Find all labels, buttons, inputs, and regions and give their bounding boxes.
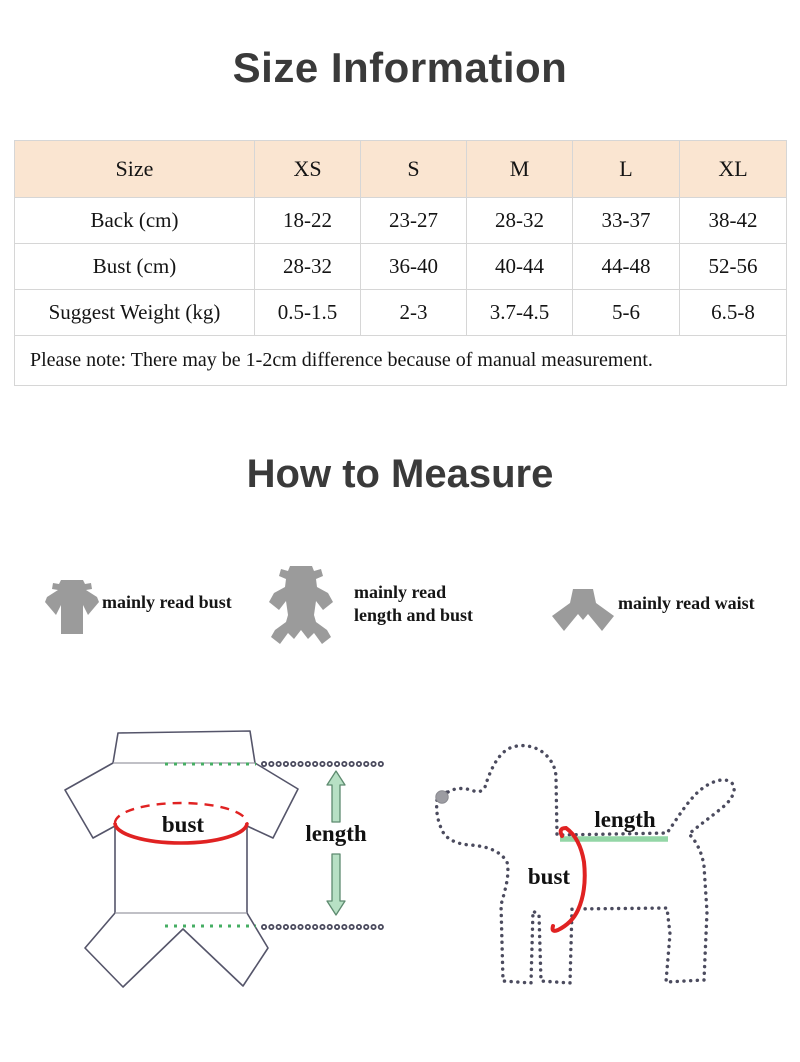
- table-row-back: [15, 198, 787, 244]
- legend-label-length-bust: [354, 581, 473, 627]
- table-cell: 40-44: [467, 244, 573, 290]
- table-cell: 38-42: [680, 198, 787, 244]
- dog-nose: [436, 791, 448, 803]
- table-cell: 28-32: [467, 198, 573, 244]
- table-note-row: [15, 336, 787, 386]
- column-header-xs: XS: [255, 141, 361, 198]
- dog-measure-diagram: [400, 700, 800, 1040]
- table-cell: 33-37: [573, 198, 680, 244]
- table-row-bust: [15, 244, 787, 290]
- length-label: length: [305, 821, 367, 846]
- length-arrow-up: [327, 771, 345, 822]
- row-label: Back (cm): [15, 198, 255, 244]
- table-row-weight: [15, 290, 787, 336]
- table-cell: 52-56: [680, 244, 787, 290]
- table-cell: 6.5-8: [680, 290, 787, 336]
- row-label: Suggest Weight (kg): [15, 290, 255, 336]
- legend-label-line2: length and bust: [354, 605, 474, 625]
- length-arrow-down: [327, 854, 345, 915]
- column-header-l: L: [573, 141, 680, 198]
- table-cell: 0.5-1.5: [255, 290, 361, 336]
- table-cell: 2-3: [361, 290, 467, 336]
- garment-outline: [65, 731, 298, 987]
- legend-label-line1: mainly read: [354, 582, 447, 602]
- legend-label-waist: mainly read waist: [618, 593, 755, 613]
- pants-shape: [552, 589, 614, 631]
- table-cell: 28-32: [255, 244, 361, 290]
- column-header-size: Size: [15, 141, 255, 198]
- dog-length-label: length: [594, 807, 656, 832]
- table-cell: 18-22: [255, 198, 361, 244]
- size-information-title: Size Information: [232, 44, 568, 91]
- row-label: Bust (cm): [15, 244, 255, 290]
- vest-icon: [45, 578, 102, 636]
- garment-measure-diagram: [40, 700, 400, 1040]
- table-header-row: [15, 141, 787, 198]
- column-header-s: S: [361, 141, 467, 198]
- table-cell: 23-27: [361, 198, 467, 244]
- measurement-note: Please note: There may be 1-2cm difference because of manual measurement.: [15, 336, 787, 386]
- how-to-measure-title: How to Measure: [246, 452, 554, 496]
- table-cell: 36-40: [361, 244, 467, 290]
- bust-label: bust: [161, 812, 205, 837]
- column-header-m: M: [467, 141, 573, 198]
- legend-label-bust: mainly read bust: [102, 592, 232, 612]
- jumpsuit-shape: [269, 566, 333, 644]
- dog-bust-label: bust: [527, 864, 571, 889]
- table-cell: 44-48: [573, 244, 680, 290]
- column-header-xl: XL: [680, 141, 787, 198]
- vest-shape: [45, 580, 99, 634]
- jumpsuit-icon: [266, 565, 336, 647]
- table-cell: 5-6: [573, 290, 680, 336]
- size-table: [14, 140, 787, 386]
- pants-icon: [551, 588, 615, 638]
- table-cell: 3.7-4.5: [467, 290, 573, 336]
